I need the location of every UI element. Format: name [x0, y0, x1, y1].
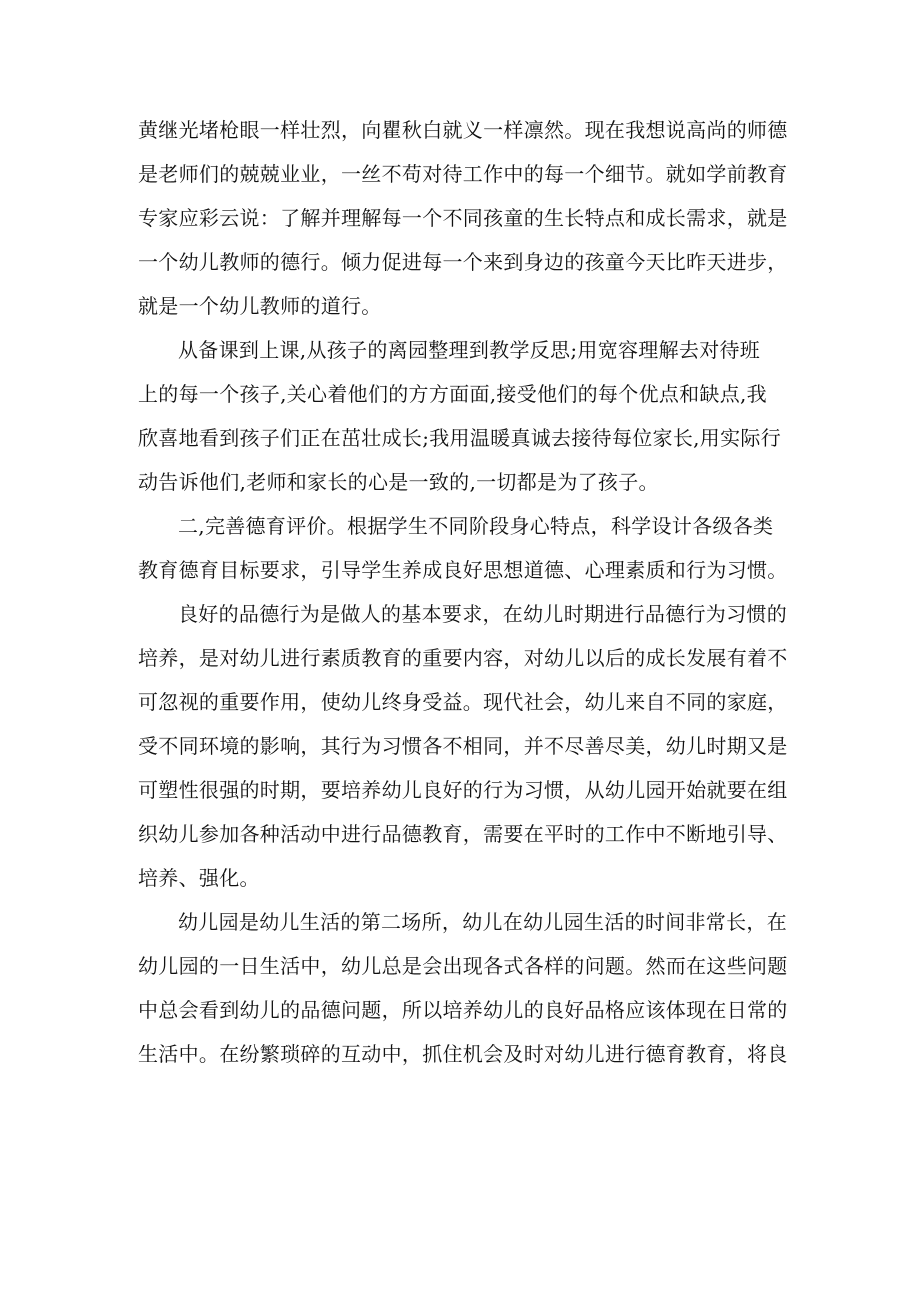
text-line: 幼儿园是幼儿生活的第二场所，幼儿在幼儿园生活的时间非常长，在	[178, 910, 787, 934]
text-line: 黄继光堵枪眼一样壮烈，向瞿秋白就义一样凛然。现在我想说高尚的师德	[138, 118, 788, 142]
text-line: 上的每一个孩子,关心着他们的方方面面,接受他们的每个优点和缺点,我	[138, 382, 767, 406]
text-line: 生活中。在纷繁琐碎的互动中，抓住机会及时对幼儿进行德育教育，将良	[138, 1042, 788, 1066]
text-line: 就是一个幼儿教师的道行。	[138, 294, 382, 318]
paragraph-5	[138, 900, 788, 1076]
text-line: 可塑性很强的时期，要培养幼儿良好的行为习惯，从幼儿园开始就要在组	[138, 778, 788, 802]
paragraph-1	[138, 108, 788, 328]
paragraph-2	[138, 328, 788, 504]
paragraph-3	[138, 504, 788, 592]
document-body	[138, 108, 788, 1076]
text-line: 可忽视的重要作用，使幼儿终身受益。现代社会，幼儿来自不同的家庭，	[138, 690, 788, 714]
text-line: 二,完善德育评价。根据学生不同阶段身心特点，科学设计各级各类	[178, 514, 774, 538]
text-line: 培养、强化。	[138, 866, 260, 890]
text-line: 从备课到上课,从孩子的离园整理到教学反思;用宽容理解去对待班	[178, 338, 761, 362]
text-line: 一个幼儿教师的德行。倾力促进每一个来到身边的孩童今天比昨天进步，	[138, 250, 788, 274]
text-line: 织幼儿参加各种活动中进行品德教育，需要在平时的工作中不断地引导、	[138, 822, 788, 846]
text-line: 良好的品德行为是做人的基本要求，在幼儿时期进行品德行为习惯的	[178, 602, 787, 626]
text-line: 幼儿园的一日生活中，幼儿总是会出现各式各样的问题。然而在这些问题	[138, 954, 788, 978]
paragraph-4	[138, 592, 788, 900]
text-line: 专家应彩云说：了解并理解每一个不同孩童的生长特点和成长需求，就是	[138, 206, 788, 230]
text-line: 动告诉他们,老师和家长的心是一致的,一切都是为了孩子。	[138, 470, 659, 494]
text-line: 培养，是对幼儿进行素质教育的重要内容，对幼儿以后的成长发展有着不	[138, 646, 788, 670]
text-line: 是老师们的兢兢业业，一丝不苟对待工作中的每一个细节。就如学前教育	[138, 162, 788, 186]
text-line: 中总会看到幼儿的品德问题，所以培养幼儿的良好品格应该体现在日常的	[138, 998, 788, 1022]
text-line: 受不同环境的影响，其行为习惯各不相同，并不尽善尽美，幼儿时期又是	[138, 734, 788, 758]
text-line: 教育德育目标要求，引导学生养成良好思想道德、心理素质和行为习惯。	[138, 558, 788, 582]
text-line: 欣喜地看到孩子们正在茁壮成长;我用温暖真诚去接待每位家长,用实际行	[138, 426, 781, 450]
